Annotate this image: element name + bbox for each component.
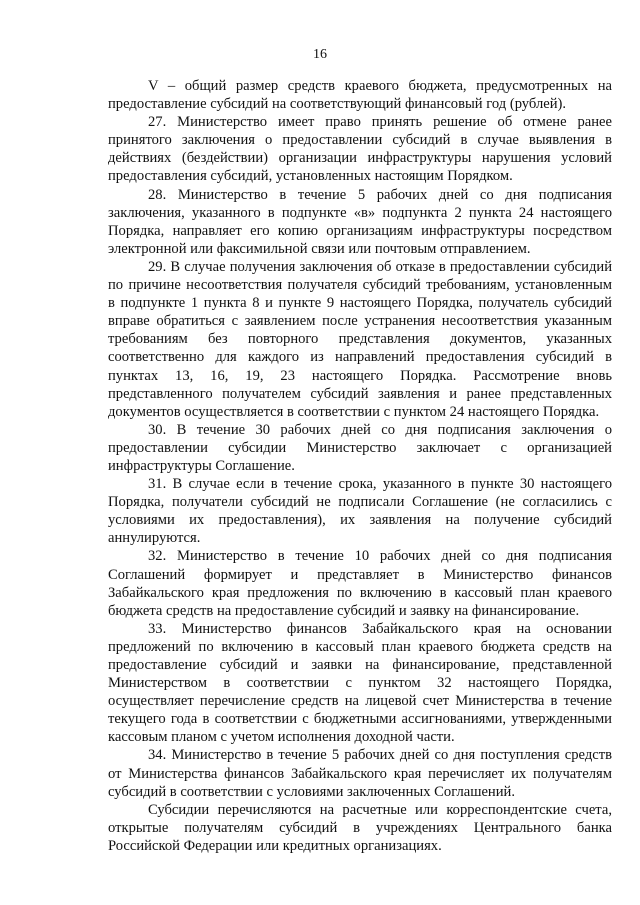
paragraph-29: 29. В случае получения заключения об отказе в предоставлении субсидий по причине несоответствия получателя субсидий требованиям, установленным в подпункте 1 пункта 8 и пункте 9 настоящего Порядка, получатель субсидий вправе обратиться с заявлением после устранения несоответствия указанным требованиям без повторного представления документов, указанных соответственно для каждого из направлений предоставления субсидий в пунктах 13, 16, 19, 23 настоящего Порядка. Рассмотрение вновь представленного получателем субсидий заявления и ранее представленных документов осуществляется в соответствии с пунктом 24 настоящего Порядка. [108, 258, 612, 420]
paragraph-27: 27. Министерство имеет право принять решение об отмене ранее принятого заключения о предоставлении субсидий в случае выявления в действиях (бездействии) организации инфраструктуры нарушения условий предоставления субсидий, установленных настоящим Порядком. [108, 114, 612, 185]
page-number: 16 [313, 47, 327, 62]
paragraph-30: 30. В течение 30 рабочих дней со дня подписания заключения о предоставлении субсидии Министерство заключает с организацией инфраструктуры Соглашение. [108, 421, 612, 474]
paragraph-28: 28. Министерство в течение 5 рабочих дней со дня подписания заключения, указанного в подпункте «в» подпункта 2 пункта 24 настоящего Порядка, направляет его копию организациям инфраструктуры посредством электронной или факсимильной связи или почтовым отправлением. [108, 186, 612, 257]
paragraph-32: 32. Министерство в течение 10 рабочих дней со дня подписания Соглашений формирует и представляет в Министерство финансов Забайкальского края предложения по включению в кассовый план краевого бюджета средств на предоставление субсидий и заявку на финансирование. [108, 548, 612, 619]
paragraph-31: 31. В случае если в течение срока, указанного в пункте 30 настоящего Порядка, получатели субсидий не подписали Соглашение (не согласились с условиями их предоставления), их заявления на получение субсидий аннулируются. [108, 476, 612, 547]
paragraph-33: 33. Министерство финансов Забайкальского края на основании предложений по включению в кассовый план краевого бюджета средств на предоставление субсидий и заявки на финансирование, представленной Министерством в соответствии с пунктом 32 настоящего Порядка, осуществляет перечисление средств на лицевой счет Министерства в течение текущего года в соответствии с бюджетными ассигнованиями, утвержденными кассовым планом с учетом исполнения доходной части. [108, 620, 612, 746]
paragraph-subsidy-accounts: Субсидии перечисляются на расчетные или корреспондентские счета, открытые получателям субсидий в учреждениях Центрального банка Российской Федерации или кредитных организациях. [108, 801, 612, 854]
document-body [108, 77, 612, 855]
paragraph-v-definition: V – общий размер средств краевого бюджета, предусмотренных на предоставление субсидий на соответствующий финансовый год (рублей). [108, 78, 612, 113]
paragraph-34: 34. Министерство в течение 5 рабочих дней со дня поступления средств от Министерства финансов Забайкальского края перечисляет их получателям субсидий в соответствии с условиями заключенных Соглашений. [108, 747, 612, 800]
